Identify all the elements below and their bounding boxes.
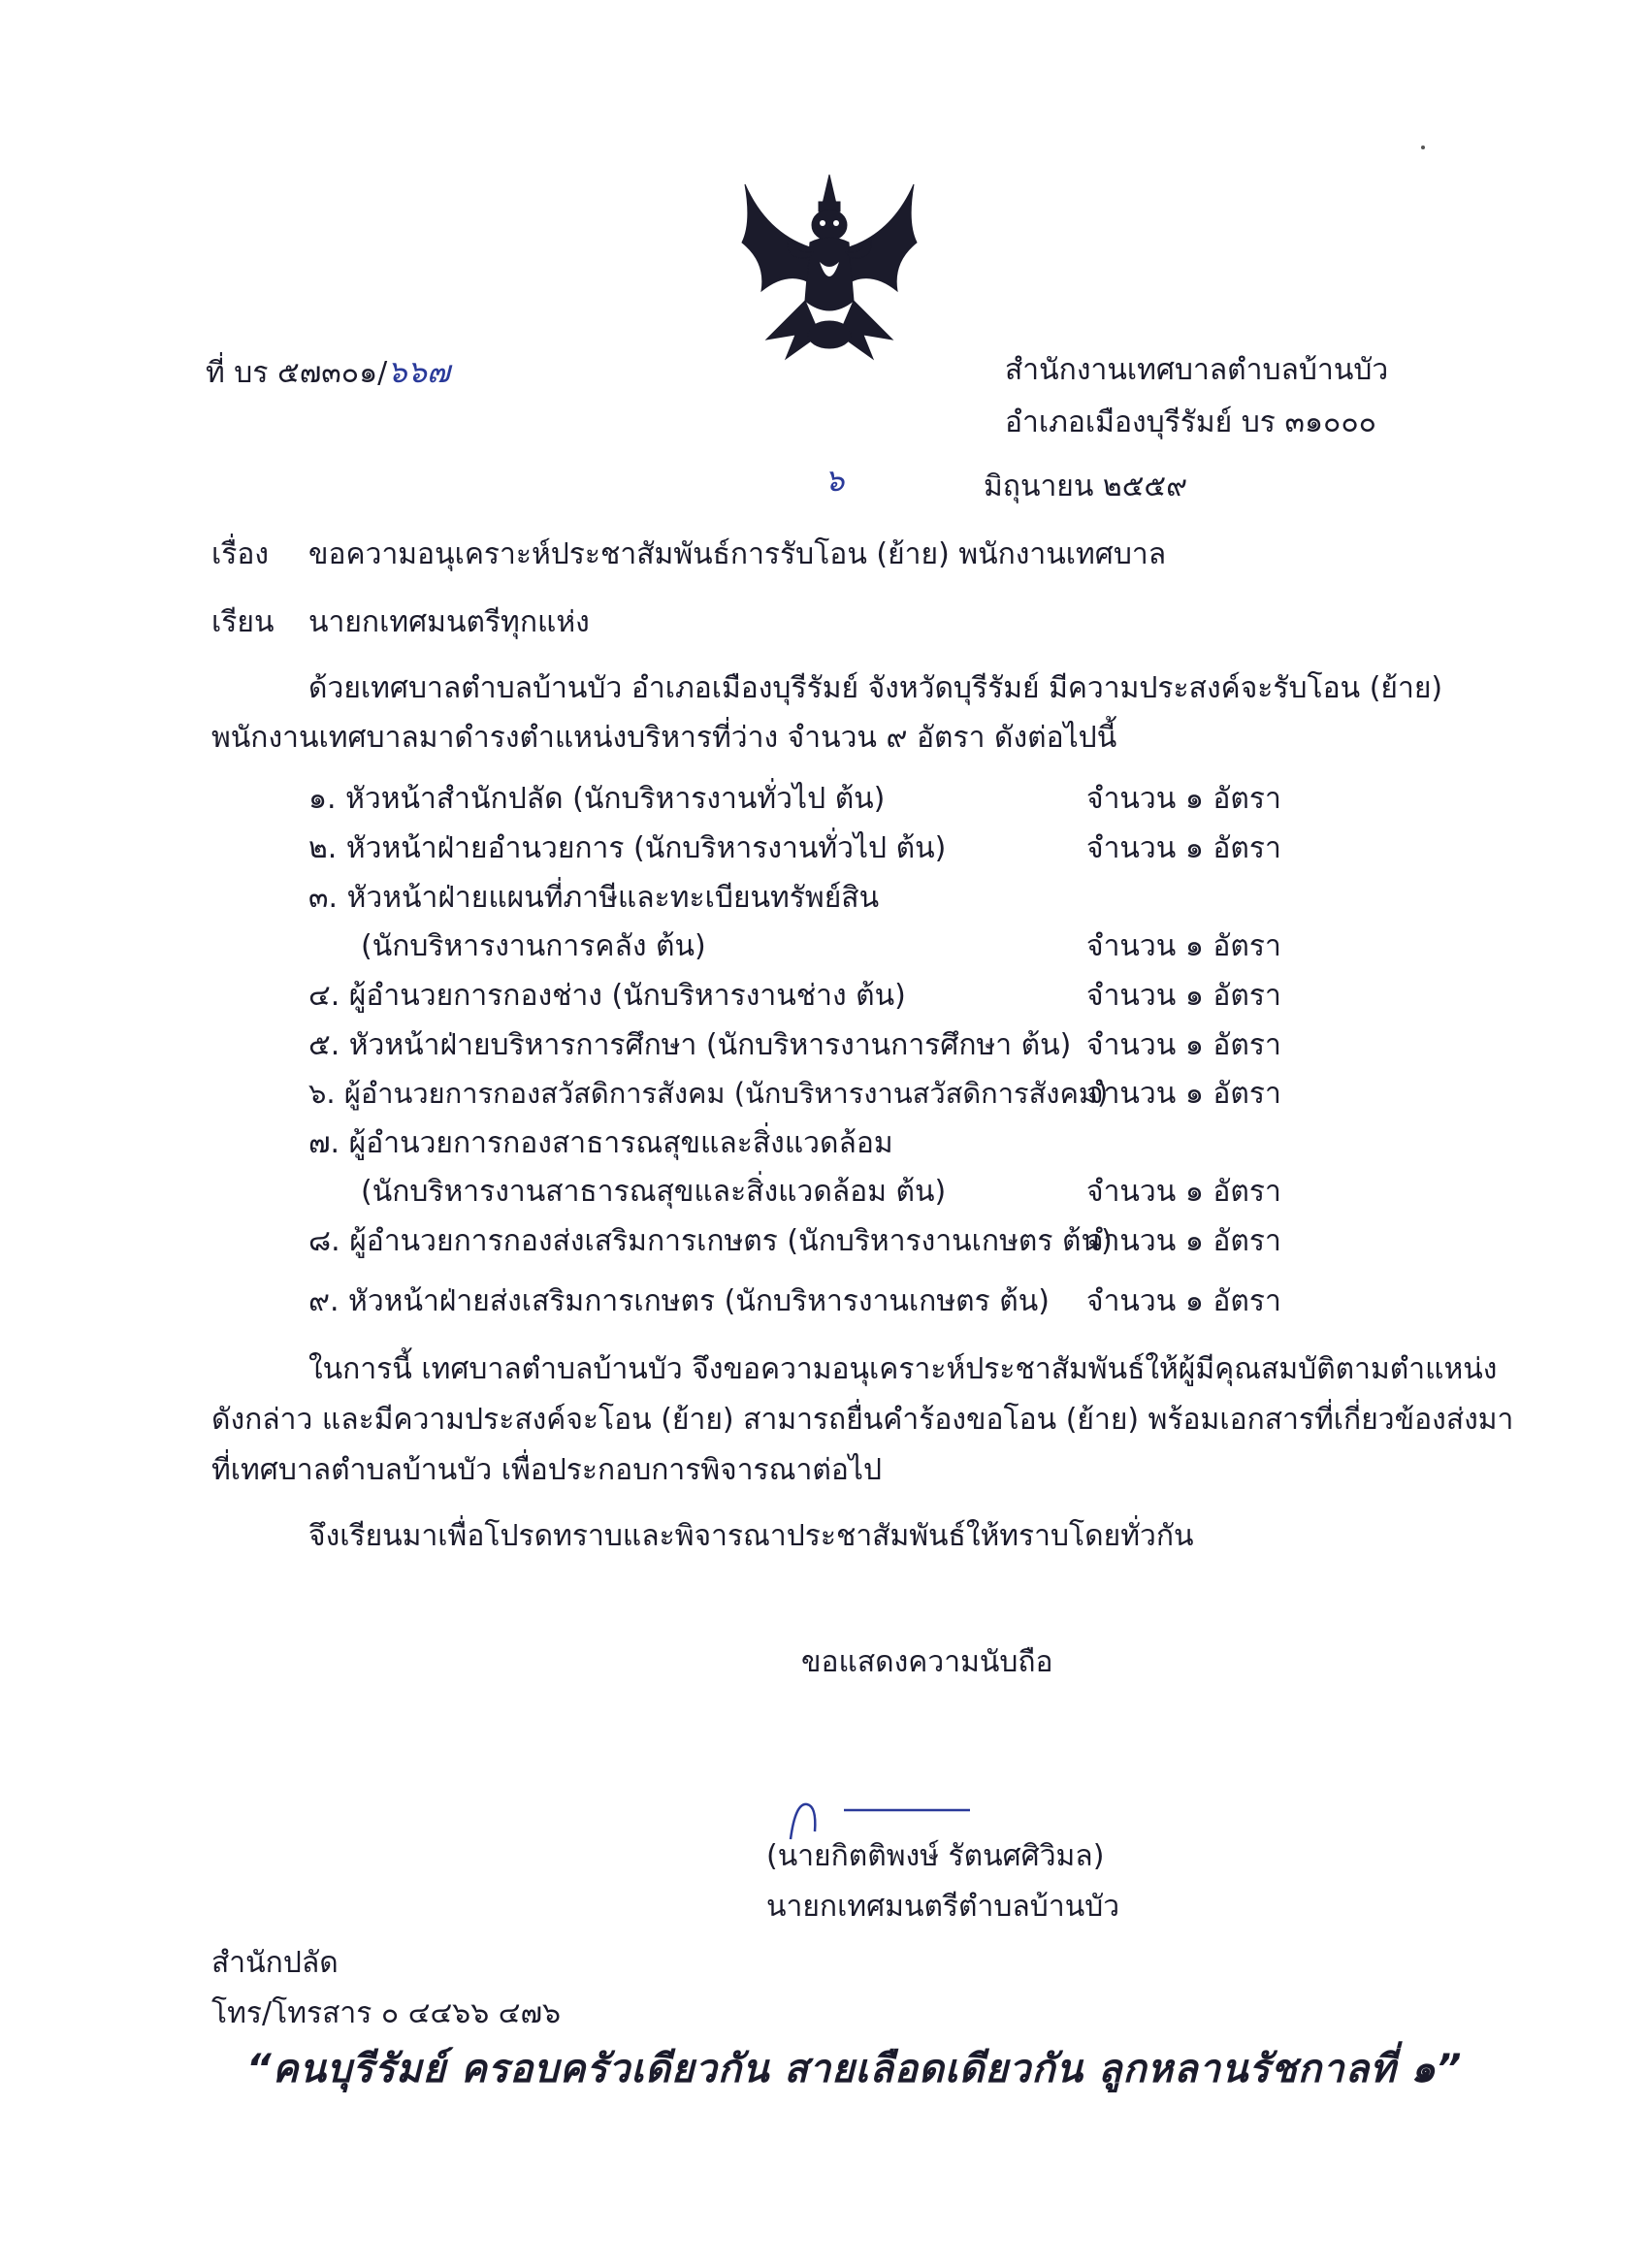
list-item-continuation: (นักบริหารงานสาธารณสุขและสิ่งแวดล้อม ต้น) [361, 1175, 947, 1209]
list-item-count: จำนวน ๑ อัตรา [1086, 1284, 1281, 1318]
list-item: ๔. ผู้อำนวยการกองช่าง (นักบริหารงานช่าง ต้น) [308, 979, 906, 1013]
list-item: ๗. ผู้อำนวยการกองสาธารณสุขและสิ่งแวดล้อม [308, 1126, 893, 1160]
list-item-count: จำนวน ๑ อัตรา [1086, 979, 1281, 1013]
list-item-count: จำนวน ๑ อัตรา [1086, 929, 1281, 963]
reference-number [206, 347, 450, 397]
footer-slogan: “คนบุรีรัมย์ ครอบครัวเดียวกัน สายเลือดเดียวกัน ลูกหลานรัชกาลที่ ๑” [246, 2047, 1463, 2091]
list-item: ๕. หัวหน้าฝ่ายบริหารการศึกษา (นักบริหารงานการศึกษา ต้น) [308, 1028, 1072, 1062]
list-item-count: จำนวน ๑ อัตรา [1086, 1028, 1281, 1062]
signer-title: นายกเทศมนตรีตำบลบ้านบัว [766, 1890, 1120, 1924]
footer-phone: โทร/โทรสาร ๐ ๔๔๖๖ ๔๗๖ [211, 1996, 562, 2030]
signer-name: (นายกิตติพงษ์ รัตนศศิวิมล) [766, 1839, 1105, 1873]
office-address: อำเภอเมืองบุรีรัมย์ บร ๓๑๐๐๐ [1005, 405, 1376, 439]
footer-department: สำนักปลัด [211, 1946, 339, 1980]
intro-line-1: ด้วยเทศบาลตำบลบ้านบัว อำเภอเมืองบุรีรัมย์ จังหวัดบุรีรัมย์ มีความประสงค์จะรับโอน (ย้าย) [308, 671, 1443, 705]
recipient-text: นายกเทศมนตรีทุกแห่ง [308, 605, 590, 639]
garuda-emblem-icon [728, 165, 931, 369]
list-item-count: จำนวน ๑ อัตรา [1086, 831, 1281, 865]
list-item: ๓. หัวหน้าฝ่ายแผนที่ภาษีและทะเบียนทรัพย์สิน [308, 881, 880, 915]
request-line-3: ที่เทศบาลตำบลบ้านบัว เพื่อประกอบการพิจารณาต่อไป [211, 1453, 882, 1487]
subject-text: ขอความอนุเคราะห์ประชาสัมพันธ์การรับโอน (ย้าย) พนักงานเทศบาล [308, 537, 1167, 571]
subject-label: เรื่อง [211, 537, 270, 571]
list-item-continuation: (นักบริหารงานการคลัง ต้น) [361, 929, 706, 963]
list-item-count: จำนวน ๑ อัตรา [1086, 782, 1281, 816]
date-day-handwritten: ๖ [824, 462, 845, 499]
intro-line-2: พนักงานเทศบาลมาดำรงตำแหน่งบริหารที่ว่าง จำนวน ๙ อัตรา ดังต่อไปนี้ [211, 721, 1117, 755]
date-month-year: มิถุนายน ๒๕๕๙ [984, 470, 1188, 503]
list-item-count: จำนวน ๑ อัตรา [1086, 1077, 1281, 1111]
list-item: ๒. หัวหน้าฝ่ายอำนวยการ (นักบริหารงานทั่วไป ต้น) [308, 831, 947, 865]
list-item: ๑. หัวหน้าสำนักปลัด (นักบริหารงานทั่วไป ต้น) [308, 782, 886, 816]
request-line-1: ในการนี้ เทศบาลตำบลบ้านบัว จึงขอความอนุเคราะห์ประชาสัมพันธ์ให้ผู้มีคุณสมบัติตามตำแหน่ง [308, 1352, 1498, 1386]
scan-speck [1421, 146, 1425, 149]
list-item: ๖. ผู้อำนวยการกองสวัสดิการสังคม (นักบริหารงานสวัสดิการสังคม) [308, 1077, 1109, 1110]
list-item-count: จำนวน ๑ อัตรา [1086, 1224, 1281, 1258]
list-item: ๙. หัวหน้าฝ่ายส่งเสริมการเกษตร (นักบริหารงานเกษตร ต้น) [308, 1284, 1050, 1318]
reference-number-printed: ที่ บร ๕๗๓๐๑/ [206, 356, 388, 390]
list-item-count: จำนวน ๑ อัตรา [1086, 1175, 1281, 1209]
recipient-label: เรียน [211, 605, 275, 639]
request-line-2: ดังกล่าว และมีความประสงค์จะโอน (ย้าย) สามารถยื่นคำร้องขอโอน (ย้าย) พร้อมเอกสารที่เกี่ยวข้องส่งมา [211, 1403, 1514, 1437]
reference-number-handwritten: ๖๖๗ [387, 353, 450, 390]
list-item: ๘. ผู้อำนวยการกองส่งเสริมการเกษตร (นักบริหารงานเกษตร ต้น) [308, 1224, 1113, 1258]
regards: ขอแสดงความนับถือ [801, 1645, 1053, 1679]
office-name: สำนักงานเทศบาลตำบลบ้านบัว [1005, 353, 1389, 387]
closing-request: จึงเรียนมาเพื่อโปรดทราบและพิจารณาประชาสัมพันธ์ให้ทราบโดยทั่วกัน [308, 1519, 1194, 1553]
